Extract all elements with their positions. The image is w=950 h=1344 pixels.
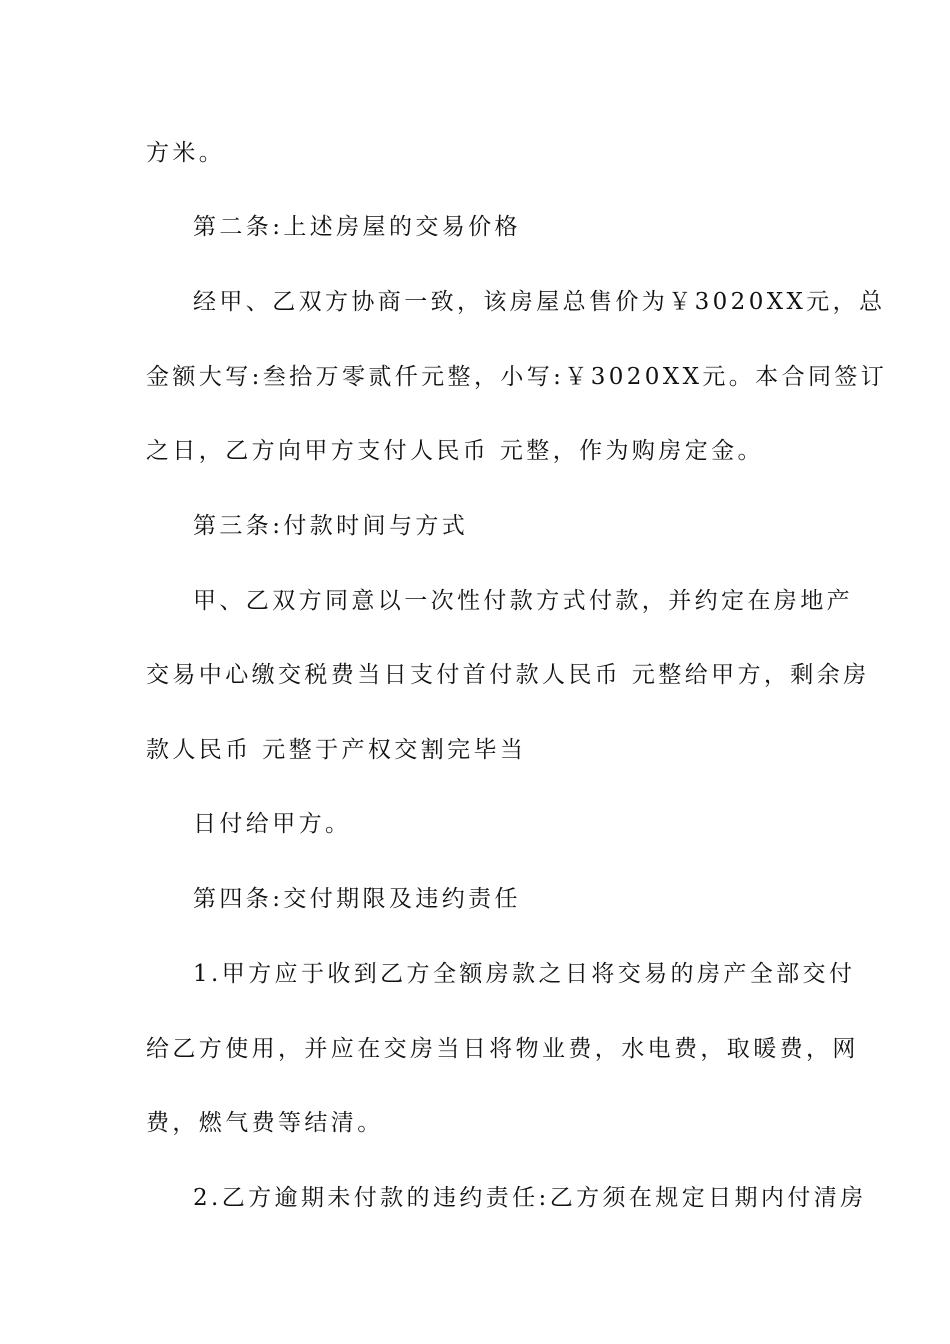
list-item-line: 1.甲方应于收到乙方全额房款之日将交易的房产全部交付	[193, 961, 856, 987]
paragraph-line: 日付给甲方。	[193, 811, 352, 837]
section-heading-article-3: 第三条:付款时间与方式	[193, 513, 469, 539]
paragraph-line: 经甲、乙双方协商一致，该房屋总售价为￥3020XX元，总	[193, 289, 886, 315]
paragraph-line: 甲、乙双方同意以一次性付款方式付款，并约定在房地产	[193, 588, 853, 614]
paragraph-line: 之日，乙方向甲方支付人民币 元整，作为购房定金。	[146, 438, 764, 464]
paragraph-line: 款人民币 元整于产权交割完毕当	[146, 737, 527, 763]
paragraph-line: 金额大写:叁拾万零贰仟元整，小写:￥3020XX元。本合同签订	[146, 364, 888, 390]
list-item-line: 2.乙方逾期未付款的违约责任:乙方须在规定日期内付清房	[193, 1185, 867, 1211]
paragraph-line: 给乙方使用，并应在交房当日将物业费，水电费，取暖费，网	[146, 1036, 859, 1062]
paragraph-line: 交易中心缴交税费当日支付首付款人民币 元整给甲方，剩余房	[146, 662, 870, 688]
paragraph-line: 费，燃气费等结清。	[146, 1110, 384, 1136]
section-heading-article-2: 第二条:上述房屋的交易价格	[193, 214, 521, 240]
paragraph-line: 方米。	[146, 140, 226, 166]
section-heading-article-4: 第四条:交付期限及违约责任	[193, 886, 521, 912]
